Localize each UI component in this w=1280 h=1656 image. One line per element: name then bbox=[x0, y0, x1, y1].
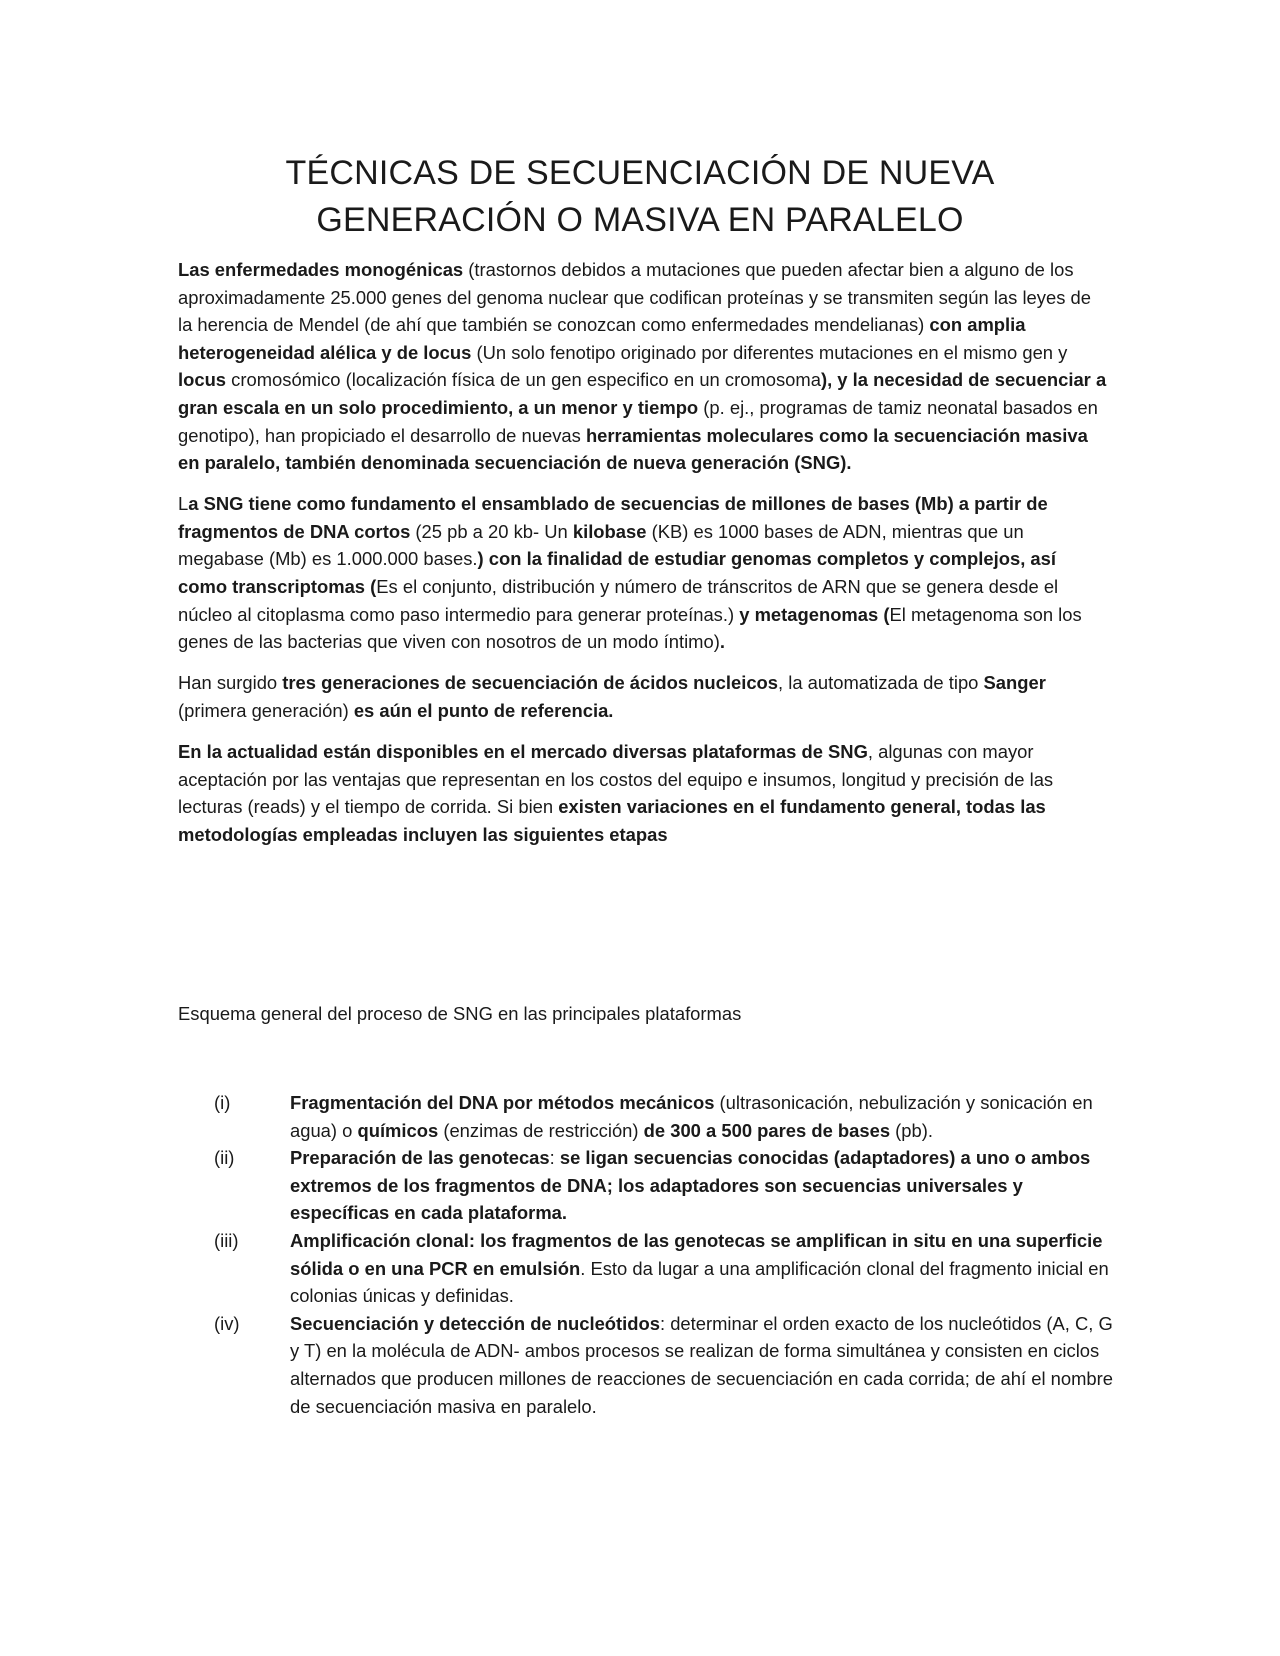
text-run: Han surgido bbox=[178, 672, 283, 694]
list-item bbox=[214, 1227, 1114, 1310]
paragraph-platforms bbox=[178, 738, 1108, 848]
text-run: (Un solo fenotipo originado por diferentes mutaciones en el mismo gen y bbox=[471, 341, 1068, 363]
text-bold: kilobase bbox=[572, 520, 647, 542]
list-item-text bbox=[290, 1227, 1114, 1310]
text-run: (KB) es 1000 bases de ADN, mientras que un megabase (Mb) es 1.000.000 bases. bbox=[178, 520, 1024, 570]
text-bold: de 300 a 500 pares de bases bbox=[643, 1119, 891, 1141]
text-bold: Secuenciación y detección de nucleótidos bbox=[290, 1312, 660, 1334]
text-bold: . bbox=[719, 631, 725, 653]
text-bold: existen variaciones en el fundamento general, todas las metodologías empleadas incluyen las siguientes etapas bbox=[178, 796, 1046, 845]
text-run: . Esto da lugar a una amplificación clonal del fragmento inicial en colonias únicas y definidas. bbox=[290, 1257, 1109, 1307]
text-bold: Fragmentación del DNA por métodos mecánicos bbox=[290, 1092, 715, 1113]
list-item-text bbox=[290, 1310, 1114, 1420]
paragraph-generations bbox=[178, 669, 1108, 724]
text-run: (enzimas de restricción) bbox=[438, 1119, 644, 1141]
text-bold: ), y la necesidad de secuenciar a gran escala en un solo procedimiento, a un menor y tiempo bbox=[178, 369, 1107, 418]
list-item-number: (iv) bbox=[214, 1312, 240, 1334]
title-line-1: TÉCNICAS DE SECUENCIACIÓN DE NUEVA bbox=[285, 154, 995, 192]
text-run: cromosómico (localización física de un gen especifico en un cromosoma bbox=[226, 369, 821, 391]
steps-list bbox=[214, 1089, 1114, 1420]
list-item bbox=[214, 1310, 1114, 1420]
list-item-number: (i) bbox=[214, 1092, 231, 1113]
text-bold: químicos bbox=[357, 1119, 439, 1141]
text-bold: herramientas moleculares como la secuenciación masiva en paralelo, también denominada secuenciación de nueva generación (SNG). bbox=[178, 424, 1088, 474]
paragraph-sng-foundation bbox=[178, 490, 1108, 656]
text-run: Es el conjunto, distribución y número de tránscritos de ARN que se genera desde el núcleo al citoplasma como paso intermedio para generar proteínas.) bbox=[178, 576, 1059, 625]
text-run: , la automatizada de tipo bbox=[778, 672, 984, 694]
text-run: (pb). bbox=[890, 1119, 933, 1141]
list-item-number: (ii) bbox=[214, 1147, 235, 1169]
list-item-text bbox=[290, 1089, 1114, 1144]
text-run: : bbox=[549, 1147, 560, 1169]
text-run: (primera generación) bbox=[178, 699, 354, 721]
paragraph-monogenic-diseases bbox=[178, 256, 1108, 477]
text-bold: Preparación de las genotecas bbox=[290, 1147, 550, 1169]
title-line-2: GENERACIÓN O MASIVA EN PARALELO bbox=[316, 201, 964, 239]
text-run: , algunas con mayor aceptación por las ventajas que representan en los costos del equipo e insumos, longitud y precisión de las lecturas (reads) y el tiempo de corrida. Si bien bbox=[178, 741, 1054, 818]
list-item-number: (iii) bbox=[214, 1229, 239, 1251]
text-run: : determinar el orden exacto de los nucleótidos (A, C, G y T) en la molécula de ADN- ambos procesos se realizan de forma simultánea y consisten en ciclos alternados que producen millones de reacciones de secuenciación en cada corrida; de ahí el nombre de secuenciación masiva en paralelo. bbox=[290, 1312, 1113, 1417]
list-item bbox=[214, 1144, 1114, 1227]
text-run: (p. ej., programas de tamiz neonatal basados en genotipo), han propiciado el desarrollo de nuevas bbox=[178, 396, 1098, 446]
text-bold: tres generaciones de secuenciación de ácidos nucleicos bbox=[282, 672, 779, 694]
text-bold: ) con la finalidad de estudiar genomas completos y complejos, así como transcriptomas ( bbox=[178, 548, 1056, 598]
text-bold: se ligan secuencias conocidas (adaptadores) a uno o ambos extremos de los fragmentos de DNA; los adaptadores son secuencias universales y específicas en cada plataforma. bbox=[290, 1147, 1091, 1224]
document-title bbox=[150, 150, 1130, 244]
figure-caption: Esquema general del proceso de SNG en las principales plataformas bbox=[178, 1003, 742, 1024]
list-item-text bbox=[290, 1144, 1114, 1227]
text-run: El metagenoma son los genes de las bacterias que viven con nosotros de un modo íntimo) bbox=[178, 603, 1082, 653]
text-run: (ultrasonicación, nebulización y sonicación en agua) o bbox=[290, 1092, 1093, 1141]
text-bold: Amplificación clonal: los fragmentos de las genotecas se amplifican in situ en una superficie sólida o en una PCR en emulsión bbox=[290, 1229, 1103, 1279]
text-bold: a SNG tiene como fundamento el ensamblado de secuencias de millones de bases (Mb) a partir de fragmentos de DNA cortos bbox=[178, 493, 1048, 542]
text-run: (25 pb a 20 kb- Un bbox=[410, 520, 573, 542]
text-bold: locus bbox=[178, 369, 227, 391]
list-item bbox=[214, 1089, 1114, 1144]
text-bold: Sanger bbox=[983, 672, 1046, 694]
text-bold: En la actualidad están disponibles en el mercado diversas plataformas de SNG bbox=[178, 741, 868, 762]
text-bold: y metagenomas ( bbox=[739, 603, 890, 625]
text-run: L bbox=[178, 493, 189, 515]
text-bold: Las enfermedades monogénicas bbox=[178, 259, 464, 280]
text-run: (trastornos debidos a mutaciones que pueden afectar bien a alguno de los aproximadamente 25.000 genes del genoma nuclear que codifican proteínas y se transmiten según las leyes de la herencia de Mendel (de ahí que también se conozcan como enfermedades mendelianas) bbox=[178, 259, 1091, 336]
text-bold: con amplia heterogeneidad alélica y de locus bbox=[178, 314, 1026, 363]
document-body bbox=[178, 256, 1108, 862]
text-bold: es aún el punto de referencia. bbox=[353, 699, 614, 721]
